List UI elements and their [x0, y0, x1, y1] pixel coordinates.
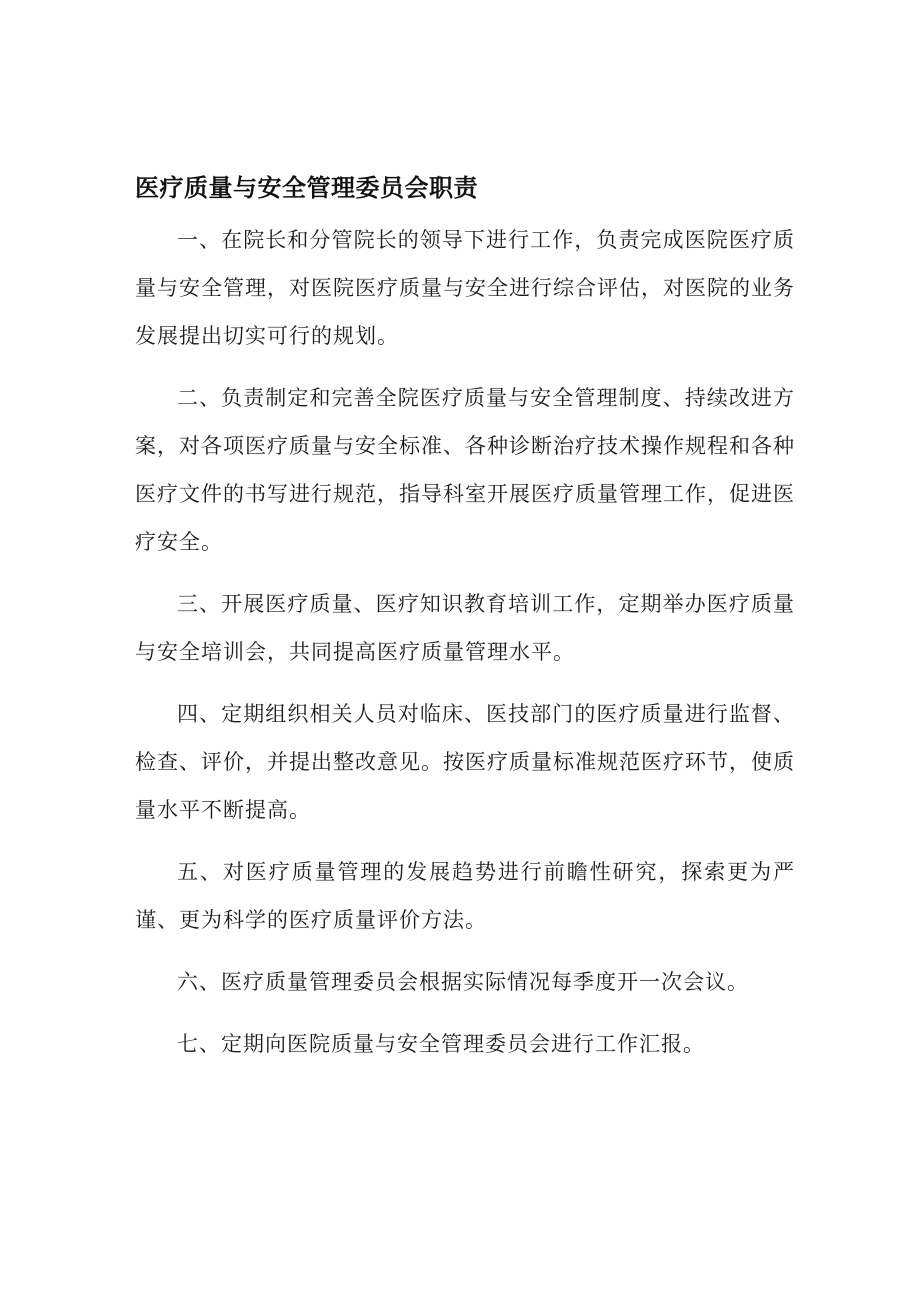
paragraph-2: 二、负责制定和完善全院医疗质量与安全管理制度、持续改进方案，对各项医疗质量与安全标准、各种诊断治疗技术操作规程和各种医疗文件的书写进行规范，指导科室开展医疗质量管理工作，促进医疗安全。: [135, 386, 795, 554]
paragraph-6: 六、医疗质量管理委员会根据实际情况每季度开一次会议。: [177, 970, 749, 994]
paragraph-1: 一、在院长和分管院长的领导下进行工作，负责完成医院医疗质量与安全管理，对医院医疗质量与安全进行综合评估，对医院的业务发展提出切实可行的规划。: [135, 228, 795, 348]
paragraph-3: 三、开展医疗质量、医疗知识教育培训工作，定期举办医疗质量与安全培训会，共同提高医疗质量管理水平。: [135, 592, 795, 664]
paragraph-5: 五、对医疗质量管理的发展趋势进行前瞻性研究，探索更为严谨、更为科学的医疗质量评价方法。: [135, 860, 795, 932]
paragraph-4: 四、定期组织相关人员对临床、医技部门的医疗质量进行监督、检查、评价，并提出整改意见。按医疗质量标准规范医疗环节，使质量水平不断提高。: [135, 702, 795, 822]
paragraph-7: 七、定期向医院质量与安全管理委员会进行工作汇报。: [177, 1032, 705, 1056]
document-body: [135, 216, 795, 1082]
document-title: 医疗质量与安全管理委员会职责: [135, 174, 478, 202]
